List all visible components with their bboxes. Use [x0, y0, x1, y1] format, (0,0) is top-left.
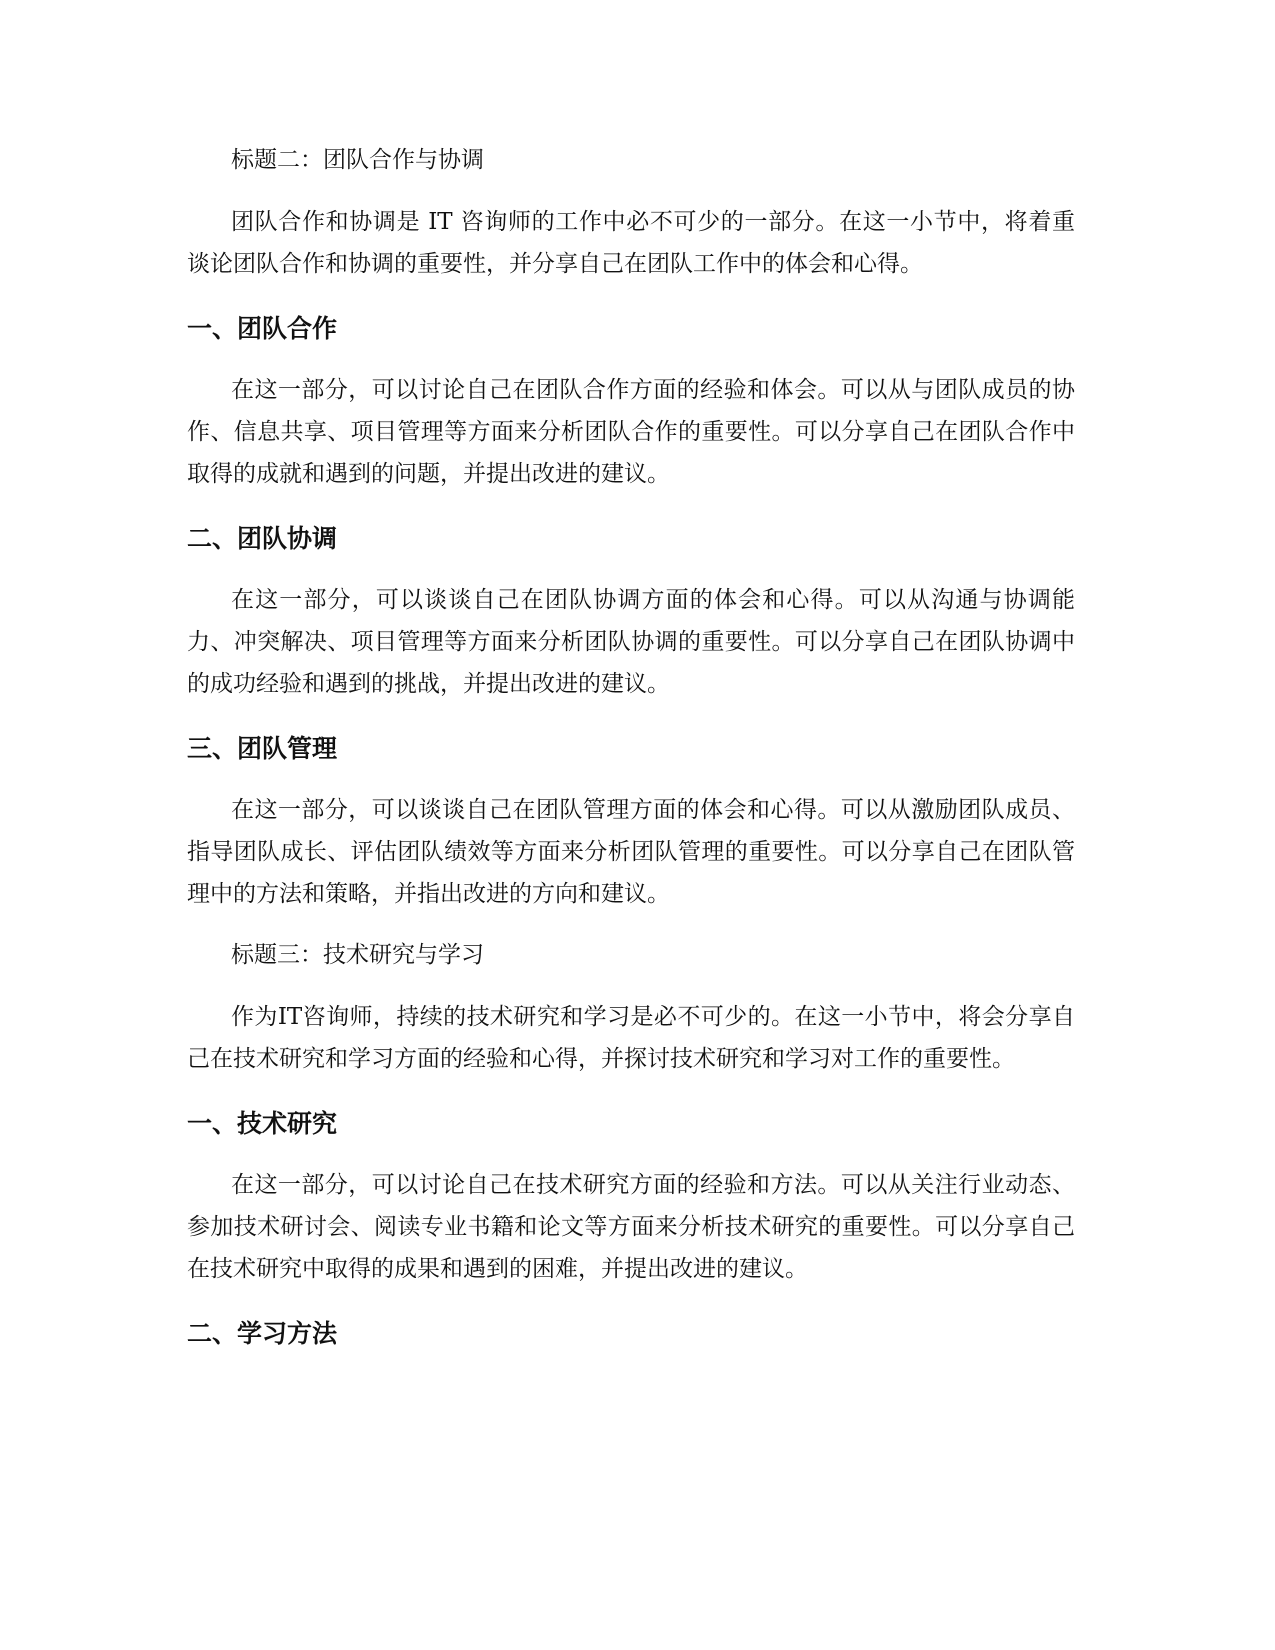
subtitle-tech-research: 标题三：技术研究与学习 [231, 942, 484, 968]
section-body-team-cooperation: 在这一部分，可以讨论自己在团队合作方面的经验和体会。可以从与团队成员的协作、信息共享、项目管理等方面来分析团队合作的重要性。可以分享自己在团队合作中取得的成就和遇到的问题，并提出改进的建议。 [187, 377, 1075, 487]
section-heading-tech-research: 一、技术研究 [187, 1109, 338, 1138]
section-heading-team-management: 三、团队管理 [187, 734, 338, 763]
section-body-team-coordination: 在这一部分，可以谈谈自己在团队协调方面的体会和心得。可以从沟通与协调能力、冲突解决、项目管理等方面来分析团队协调的重要性。可以分享自己在团队协调中的成功经验和遇到的挑战，并提出改进的建议。 [187, 587, 1075, 697]
section-body-team-management: 在这一部分，可以谈谈自己在团队管理方面的体会和心得。可以从激励团队成员、指导团队成长、评估团队绩效等方面来分析团队管理的重要性。可以分享自己在团队管理中的方法和策略，并指出改进的方向和建议。 [187, 797, 1075, 907]
section-heading-team-coordination: 二、团队协调 [187, 524, 338, 553]
section-body-tech-research: 在这一部分，可以讨论自己在技术研究方面的经验和方法。可以从关注行业动态、参加技术研讨会、阅读专业书籍和论文等方面来分析技术研究的重要性。可以分享自己在技术研究中取得的成果和遇到的困难，并提出改进的建议。 [187, 1172, 1075, 1282]
section-heading-learning-methods: 二、学习方法 [187, 1319, 338, 1348]
subtitle-teamwork: 标题二：团队合作与协调 [231, 147, 484, 173]
section-heading-team-cooperation: 一、团队合作 [187, 314, 338, 343]
intro-paragraph-tech-research: 作为IT咨询师，持续的技术研究和学习是必不可少的。在这一小节中，将会分享自己在技术研究和学习方面的经验和心得，并探讨技术研究和学习对工作的重要性。 [187, 1004, 1075, 1072]
intro-paragraph-teamwork: 团队合作和协调是 IT 咨询师的工作中必不可少的一部分。在这一小节中，将着重谈论团队合作和协调的重要性，并分享自己在团队工作中的体会和心得。 [187, 209, 1075, 277]
